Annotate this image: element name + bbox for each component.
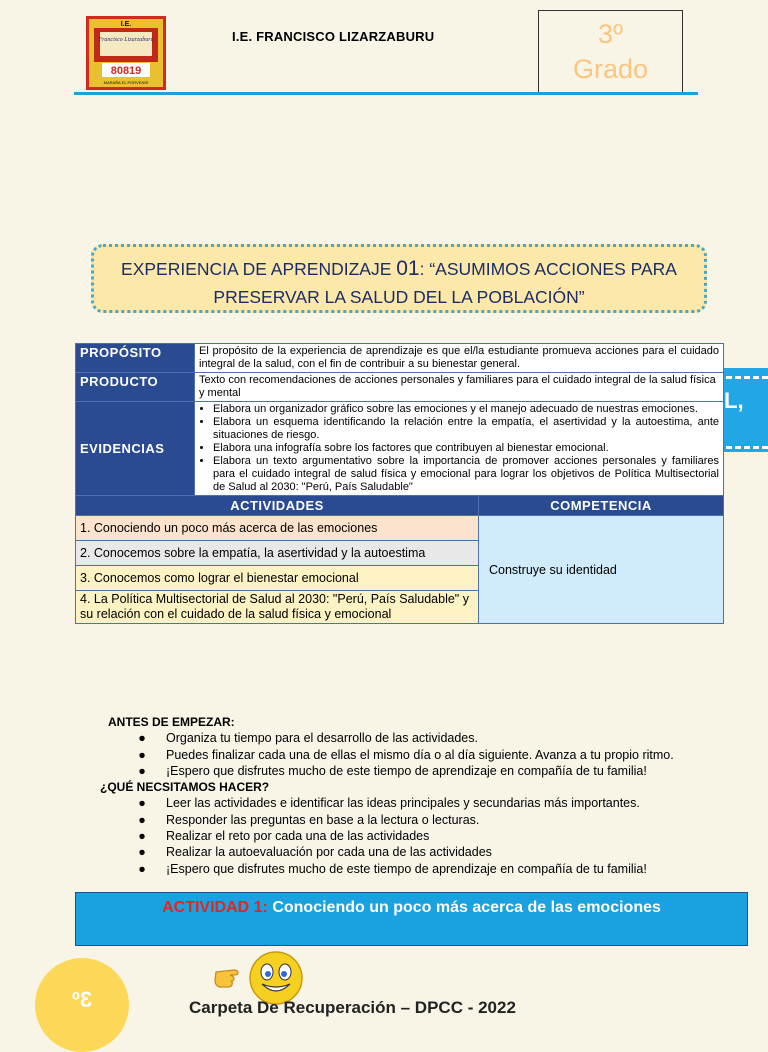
bullet: ● bbox=[138, 812, 146, 827]
instructions bbox=[100, 714, 720, 877]
competencia-header: COMPETENCIA bbox=[479, 496, 724, 516]
logo-top-text: I.E. bbox=[120, 21, 132, 28]
grade-circle bbox=[35, 958, 129, 1052]
evidencias-label: EVIDENCIAS bbox=[76, 402, 195, 496]
school-name: I.E. FRANCISCO LIZARZABURU bbox=[232, 29, 435, 44]
bullet: ● bbox=[138, 845, 146, 860]
grade-box bbox=[538, 10, 683, 95]
list-item: ● ¡Espero que disfrutes mucho de este tiempo de aprendizaje en compañía de tu familia! bbox=[100, 861, 720, 877]
table-row bbox=[76, 516, 724, 541]
table-row bbox=[76, 496, 724, 516]
bullet: ● bbox=[138, 731, 146, 746]
experience-title-line1: : “ASUMIMOS ACCIONES PARA bbox=[419, 259, 677, 279]
list-item: ● Responder las preguntas en base a la lectura o lecturas. bbox=[100, 812, 720, 828]
producto-label: PRODUCTO bbox=[76, 373, 195, 402]
activity-1-banner bbox=[75, 892, 748, 946]
list-item: ● Realizar el reto por cada una de las actividades bbox=[100, 828, 720, 844]
list-item: ● ¡Espero que disfrutes mucho de este tiempo de aprendizaje en compañía de tu familia! bbox=[100, 763, 720, 779]
grade-label: Grado bbox=[572, 54, 649, 84]
grade-circle-text: 3º bbox=[71, 987, 93, 1012]
activity-2: 2. Conocemos sobre la empatía, la asertividad y la autoestima bbox=[76, 541, 479, 566]
table-row bbox=[76, 402, 724, 496]
list-item: ● Organiza tu tiempo para el desarrollo de las actividades. bbox=[100, 730, 720, 746]
activity-1: 1. Conociendo un poco más acerca de las emociones bbox=[76, 516, 479, 541]
activity-title: Conociendo un poco más acerca de las emociones bbox=[267, 899, 661, 916]
experience-prefix: EXPERIENCIA DE APRENDIZAJE bbox=[121, 259, 397, 279]
experience-title-line2: PRESERVAR LA SALUD DEL LA POBLACIÓN” bbox=[213, 287, 585, 307]
list-item: • Elabora un texto argumentativo sobre la importancia de promover acciones personales y familiares para el cuidado integral de salud física y emocional para lograr los objetivos de Política Multisectorial de Salud al 2030: "Perú, País Saludable" bbox=[213, 455, 719, 494]
list-item: • Elabora una infografía sobre los factores que contribuyen al bienestar emocional. bbox=[213, 442, 719, 455]
bullet: ● bbox=[138, 763, 146, 778]
instructions-heading-1: ANTES DE EMPEZAR: bbox=[108, 715, 235, 729]
logo-number: 80819 bbox=[110, 65, 142, 77]
instructions-heading-2: ¿QUÉ NECSITAMOS HACER? bbox=[100, 780, 270, 795]
side-mark: L, bbox=[724, 388, 744, 413]
header-divider bbox=[74, 92, 698, 95]
bullet: ● bbox=[138, 796, 146, 811]
table-row bbox=[76, 373, 724, 402]
pointing-hand-icon bbox=[212, 958, 246, 992]
list-item: ● Puedes finalizar cada una de ellas el mismo día o al día siguiente. Avanza a tu propio ritmo. bbox=[100, 747, 720, 763]
activity-3: 3. Conocemos como lograr el bienestar emocional bbox=[76, 566, 479, 591]
logo-bottom-text: MARAÑA EL PORVENIR bbox=[103, 80, 149, 85]
actividades-header: ACTIVIDADES bbox=[76, 496, 479, 516]
experience-title-box bbox=[91, 244, 707, 313]
logo-name-text: Francisco Lizarzaburu bbox=[98, 37, 154, 43]
experience-number: 01 bbox=[396, 257, 420, 280]
bullet: ● bbox=[138, 747, 146, 762]
experience-table bbox=[75, 343, 724, 624]
side-decoration bbox=[724, 368, 768, 452]
bullet: ● bbox=[138, 829, 146, 844]
list-item: • Elabora un esquema identificando la relación entre la empatía, el asertividad y la autoestima, ante situaciones de riesgo. bbox=[213, 416, 719, 442]
bullet: ● bbox=[138, 861, 146, 876]
competencia-text: Construye su identidad bbox=[479, 516, 724, 624]
producto-text: Texto con recomendaciones de acciones personales y familiares para el cuidado integral de la salud física y mental bbox=[195, 373, 724, 402]
footer-text: Carpeta De Recuperación – DPCC - 2022 bbox=[189, 998, 516, 1017]
activity-4: 4. La Política Multisectorial de Salud al 2030: "Perú, País Saludable" y su relación con el cuidado de la salud física y emocional bbox=[76, 591, 479, 624]
list-item: • Elabora un organizador gráfico sobre las emociones y el manejo adecuado de nuestras emociones. bbox=[213, 403, 719, 416]
school-logo bbox=[86, 16, 166, 90]
table-row bbox=[76, 344, 724, 373]
list-item: ● Leer las actividades e identificar las ideas principales y secundarias más importantes. bbox=[100, 795, 720, 811]
evidencias-cell bbox=[195, 402, 724, 496]
activity-label: ACTIVIDAD 1: bbox=[162, 899, 268, 916]
proposito-label: PROPÓSITO bbox=[76, 344, 195, 373]
proposito-text: El propósito de la experiencia de aprendizaje es que el/la estudiante promueva acciones para el cuidado integral de la salud, con el fin de contribuir a su bienestar general. bbox=[195, 344, 724, 373]
grade-number: 3º bbox=[598, 19, 623, 49]
list-item: ● Realizar la autoevaluación por cada una de las actividades bbox=[100, 844, 720, 860]
